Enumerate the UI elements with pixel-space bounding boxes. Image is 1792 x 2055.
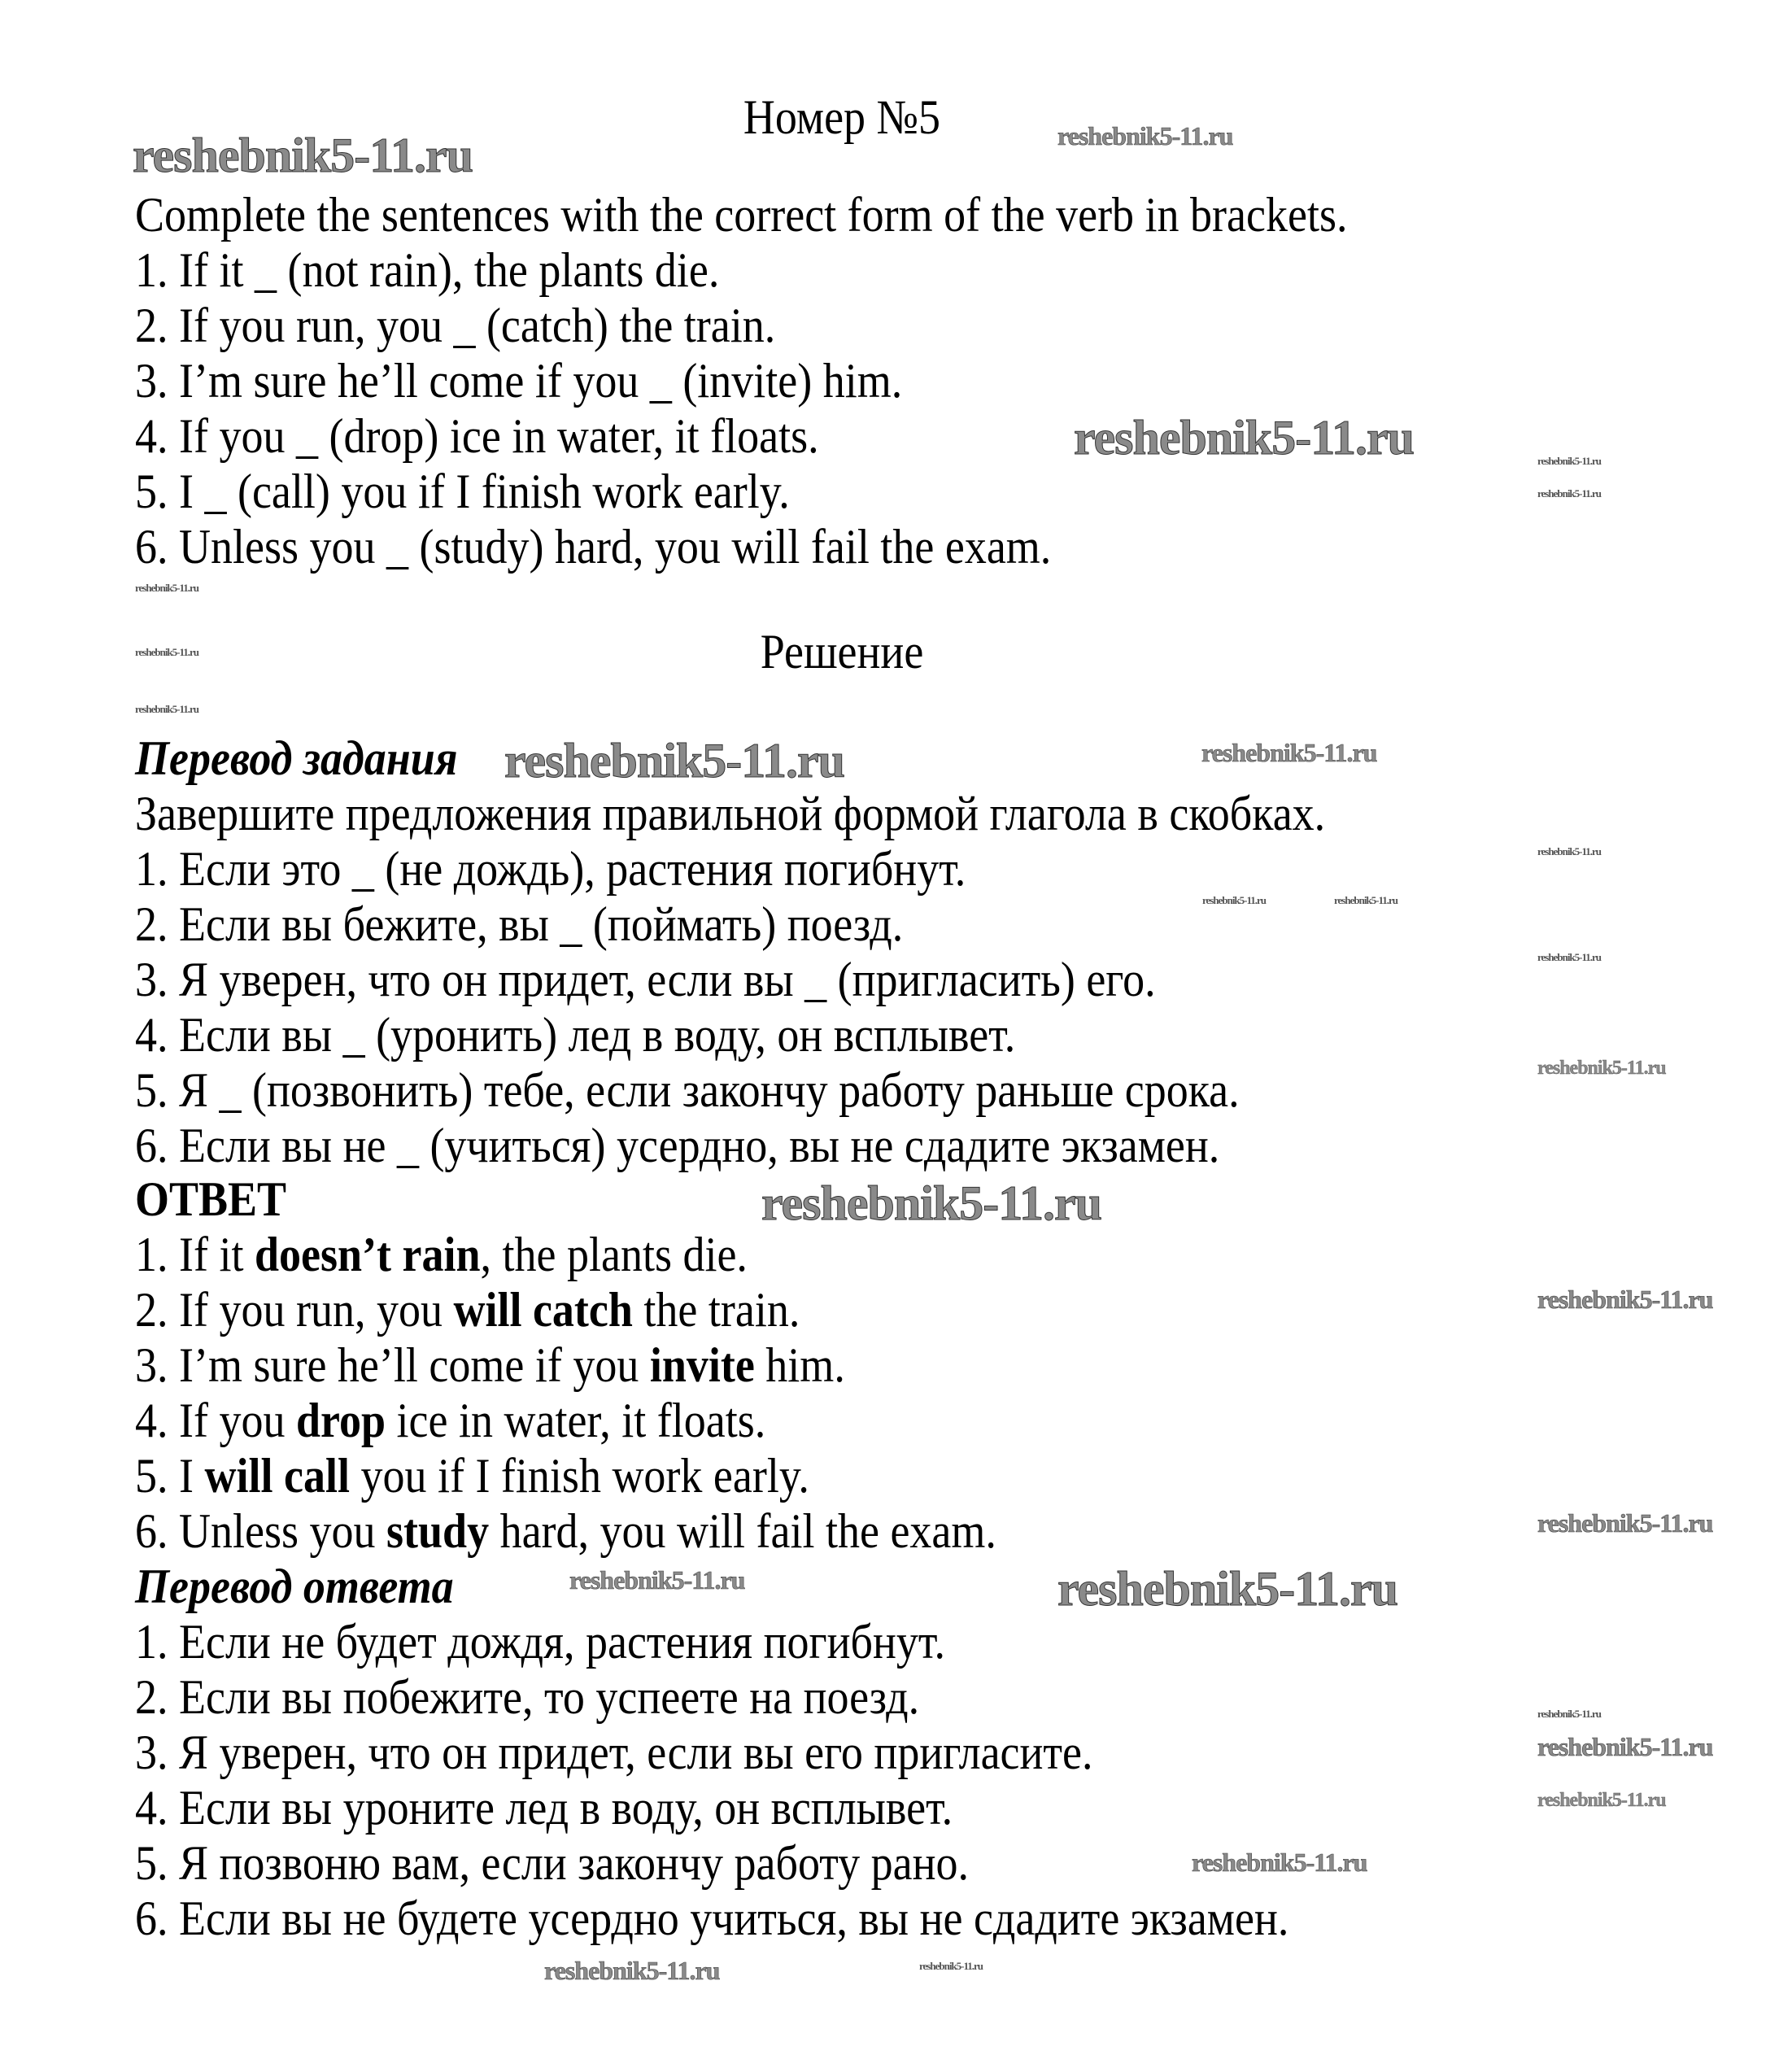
answer-text: hard, you will fail the exam.	[489, 1504, 996, 1558]
answer-verb: doesn’t rain	[254, 1228, 481, 1281]
answer-text: , the plants die.	[480, 1228, 748, 1281]
watermark: reshebnik5-11.ru	[1074, 411, 1414, 465]
answer-text: you if I finish work early.	[349, 1449, 809, 1503]
answer-item	[135, 1337, 845, 1393]
answer-text: 3. I’m sure he’ll come if you	[135, 1338, 650, 1392]
answer-text: the train.	[632, 1283, 800, 1337]
answer-text: him.	[754, 1338, 845, 1392]
watermark: reshebnik5-11.ru	[1192, 1848, 1367, 1877]
watermark: reshebnik5-11.ru	[1537, 951, 1602, 963]
solution-heading: Решение	[760, 625, 924, 678]
answer-item	[135, 1282, 800, 1337]
answer-translation-item: 4. Если вы уроните лед в воду, он всплывет.	[135, 1781, 953, 1835]
task-item: 1. If it _ (not rain), the plants die.	[135, 243, 720, 297]
answer-translation-item: 6. Если вы не будете усердно учиться, вы не сдадите экзамен.	[135, 1891, 1289, 1945]
answer-verb: will catch	[453, 1283, 633, 1337]
answer-translation-item: 2. Если вы побежите, то успеете на поезд.	[135, 1670, 920, 1724]
watermark: reshebnik5-11.ru	[761, 1176, 1101, 1230]
watermark: reshebnik5-11.ru	[544, 1956, 720, 1985]
answer-verb: study	[386, 1504, 490, 1558]
answer-item	[135, 1503, 996, 1559]
task-item: 3. I’m sure he’ll come if you _ (invite) him.	[135, 354, 903, 408]
answer-translation-item: 3. Я уверен, что он придет, если вы его пригласите.	[135, 1726, 1093, 1779]
watermark: reshebnik5-11.ru	[1537, 1508, 1713, 1538]
answer-verb: drop	[295, 1394, 386, 1447]
task-translation-instruction: Завершите предложения правильной формой глагола в скобках.	[135, 787, 1326, 840]
watermark: reshebnik5-11.ru	[1201, 738, 1377, 767]
answer-text: 6. Unless you	[135, 1504, 387, 1558]
task-translation-item: 1. Если это _ (не дождь), растения погибнут.	[135, 842, 966, 896]
answer-text: ice in water, it floats.	[386, 1394, 766, 1447]
task-translation-item: 5. Я _ (позвонить) тебе, если закончу работу раньше срока.	[135, 1063, 1240, 1117]
watermark: reshebnik5-11.ru	[1537, 1708, 1602, 1720]
watermark: reshebnik5-11.ru	[1537, 1285, 1713, 1314]
answer-item	[135, 1227, 748, 1282]
task-translation-item: 6. Если вы не _ (учиться) усердно, вы не сдадите экзамен.	[135, 1119, 1220, 1172]
answer-translation-item: 5. Я позвоню вам, если закончу работу рано.	[135, 1836, 970, 1890]
task-item: 5. I _ (call) you if I finish work early.	[135, 465, 790, 518]
answer-translation-item: 1. Если не будет дождя, растения погибнут.	[135, 1615, 945, 1669]
watermark: reshebnik5-11.ru	[1537, 845, 1602, 857]
watermark: reshebnik5-11.ru	[133, 129, 473, 182]
answer-text: 1. If it	[135, 1228, 255, 1281]
watermark: reshebnik5-11.ru	[135, 703, 199, 715]
watermark: reshebnik5-11.ru	[1057, 1562, 1397, 1616]
task-item: 4. If you _ (drop) ice in water, it floats.	[135, 409, 819, 463]
watermark: reshebnik5-11.ru	[1537, 455, 1602, 467]
watermark: reshebnik5-11.ru	[1334, 894, 1398, 906]
task-translation-item: 2. Если вы бежите, вы _ (поймать) поезд.	[135, 897, 904, 951]
watermark: reshebnik5-11.ru	[504, 734, 844, 788]
watermark: reshebnik5-11.ru	[1537, 1058, 1666, 1079]
answer-text: 2. If you run, you	[135, 1283, 454, 1337]
answer-translation-heading: Перевод ответа	[135, 1560, 454, 1613]
watermark: reshebnik5-11.ru	[135, 646, 199, 658]
answer-item	[135, 1393, 765, 1448]
task-item: 2. If you run, you _ (catch) the train.	[135, 299, 776, 352]
answer-text: 4. If you	[135, 1394, 296, 1447]
answer-heading: ОТВЕТ	[135, 1172, 287, 1226]
answer-verb: will call	[204, 1449, 350, 1503]
watermark: reshebnik5-11.ru	[569, 1565, 745, 1595]
task-item: 6. Unless you _ (study) hard, you will fail the exam.	[135, 520, 1052, 574]
page-title: Номер №5	[743, 90, 941, 144]
answer-text: 5. I	[135, 1449, 205, 1503]
watermark: reshebnik5-11.ru	[135, 582, 199, 594]
watermark: reshebnik5-11.ru	[1057, 121, 1233, 151]
watermark: reshebnik5-11.ru	[1202, 894, 1267, 906]
task-translation-heading: Перевод задания	[135, 731, 458, 785]
answer-item	[135, 1448, 809, 1503]
watermark: reshebnik5-11.ru	[1537, 1732, 1713, 1761]
answer-verb: invite	[649, 1338, 755, 1392]
watermark: reshebnik5-11.ru	[919, 1960, 983, 1972]
watermark: reshebnik5-11.ru	[1537, 487, 1602, 500]
task-instruction: Complete the sentences with the correct form of the verb in brackets.	[135, 188, 1348, 242]
watermark: reshebnik5-11.ru	[1537, 1790, 1666, 1811]
task-translation-item: 4. Если вы _ (уронить) лед в воду, он всплывет.	[135, 1008, 1016, 1062]
task-translation-item: 3. Я уверен, что он придет, если вы _ (пригласить) его.	[135, 953, 1156, 1006]
